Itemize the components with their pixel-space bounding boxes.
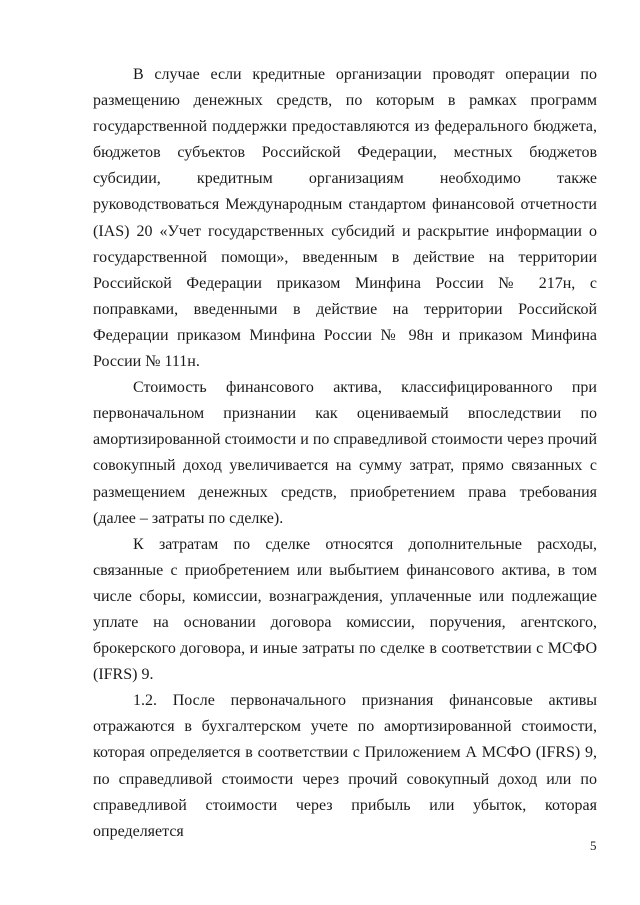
page-number: 5 <box>590 838 597 853</box>
paragraph-section-1-2: 1.2. После первоначального признания финансовые активы отражаются в бухгалтерском учете по амортизированной стоимости, которая определяется в соответствии с Приложением А МСФО (IFRS) 9, по справедливой стоимости через прочий совокупный доход или по справедливой стоимости через прибыль или убыток, которая определяется <box>93 692 597 840</box>
paragraph-subsidies: В случае если кредитные организации проводят операции по размещению денежных средств, по которым в рамках программ государственной поддержки предоставляются из федерального бюджета, бюджетов субъектов Российской Федерации, местных бюджетов субсидии, кредитным организациям необходимо также руководствоваться Международным стандартом финансовой отчетности (IAS) 20 «Учет государственных субсидий и раскрытие информации о государственной помощи», введенным в действие на территории Российской Федерации приказом Минфина России № 217н, с поправками, введенными в действие на территории Российской Федерации приказом Минфина России № 98н и приказом Минфина России № 111н. <box>93 66 597 371</box>
paragraph-transaction-costs: К затратам по сделке относятся дополнительные расходы, связанные с приобретением или выбытием финансового актива, в том числе сборы, комиссии, вознаграждения, уплаченные или подлежащие уплате на основании договора комиссии, поручения, агентского, брокерского договора, и иные затраты по сделке в соответствии с МСФО (IFRS) 9. <box>93 535 597 684</box>
paragraph-initial-cost: Стоимость финансового актива, классифицированного при первоначальном признании как оцениваемый впоследствии по амортизированной стоимости и по справедливой стоимости через прочий совокупный доход увеличивается на сумму затрат, прямо связанных с размещением денежных средств, приобретением права требования (далее – затраты по сделке). <box>93 379 597 527</box>
body-text <box>93 62 597 845</box>
